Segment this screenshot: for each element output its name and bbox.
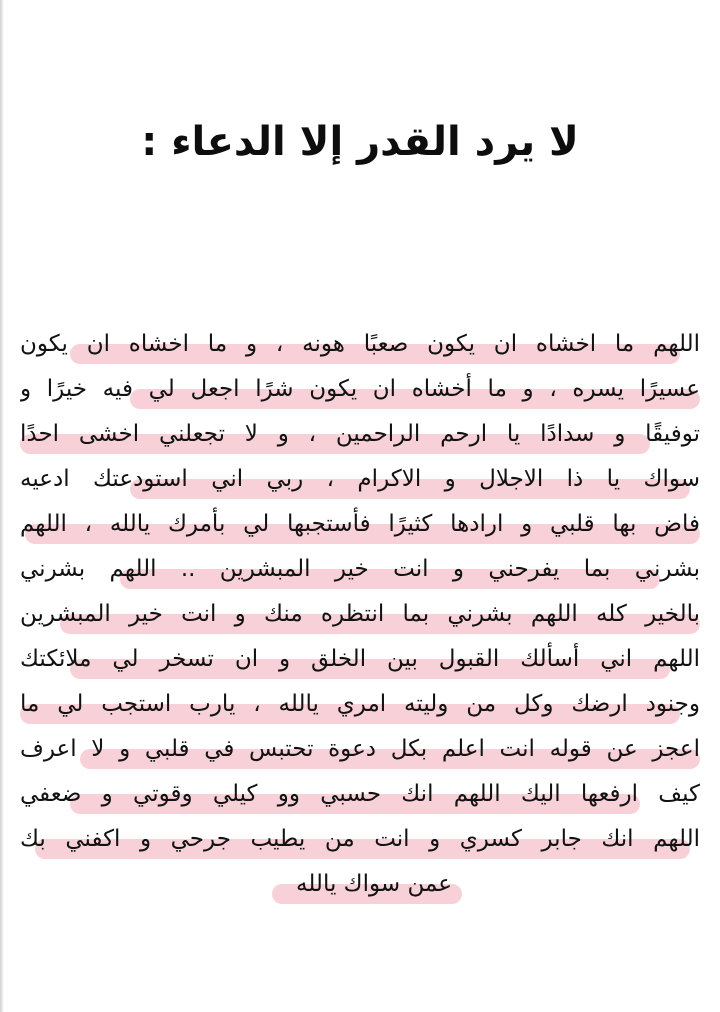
text-line-content: كيف ارفعها اليك اللهم انك حسبي وو كيلي وقوتي و ضعفي bbox=[20, 781, 700, 807]
text-line bbox=[20, 727, 700, 772]
text-line-content: سواك يا ذا الاجلال و الاكرام ، ربي اني استودعتك ادعيه bbox=[20, 466, 700, 492]
text-line bbox=[20, 682, 700, 727]
text-line-content: فاض بها قلبي و ارادها كثيرًا فأستجبها لي بأمرك يالله ، اللهم bbox=[20, 511, 700, 537]
text-line bbox=[20, 412, 700, 457]
text-line bbox=[20, 367, 700, 412]
text-line bbox=[20, 817, 700, 862]
text-line bbox=[20, 322, 700, 367]
text-line bbox=[20, 457, 700, 502]
text-line bbox=[20, 547, 700, 592]
text-line bbox=[20, 772, 700, 817]
text-line-content: عسيرًا يسره ، و ما أخشاه ان يكون شرًا اجعل لي فيه خيرًا و bbox=[20, 376, 700, 402]
text-line-content: توفيقًا و سدادًا يا ارحم الراحمين ، و لا تجعلني اخشى احدًا bbox=[20, 421, 700, 447]
text-line-content: بشرني بما يفرحني و انت خير المبشرين .. اللهم بشرني bbox=[20, 556, 700, 582]
text-line-content: اللهم اني أسألك القبول بين الخلق و ان تسخر لي ملائكتك bbox=[20, 646, 700, 672]
text-line-content: اللهم انك جابر كسري و انت من يطيب جرحي و اكفني بك bbox=[20, 826, 700, 852]
text-line bbox=[20, 592, 700, 637]
text-line-content: اللهم ما اخشاه ان يكون صعبًا هونه ، و ما اخشاه ان يكون bbox=[20, 331, 700, 357]
text-line bbox=[20, 637, 700, 682]
text-line bbox=[20, 862, 700, 907]
text-line-content: وجنود ارضك وكل من وليته امري يالله ، يارب استجب لي ما bbox=[20, 691, 700, 717]
text-line bbox=[20, 502, 700, 547]
text-line-content: عمن سواك يالله bbox=[295, 871, 452, 897]
page-title: لا يرد القدر إلا الدعاء : bbox=[141, 119, 579, 165]
text-line-content: اعجز عن قوله انت اعلم بكل دعوة تحتبس في قلبي و لا اعرف bbox=[20, 736, 700, 762]
dua-text-block bbox=[20, 322, 700, 907]
text-line-content: بالخير كله اللهم بشرني بما انتظره منك و انت خير المبشرين bbox=[20, 601, 700, 627]
